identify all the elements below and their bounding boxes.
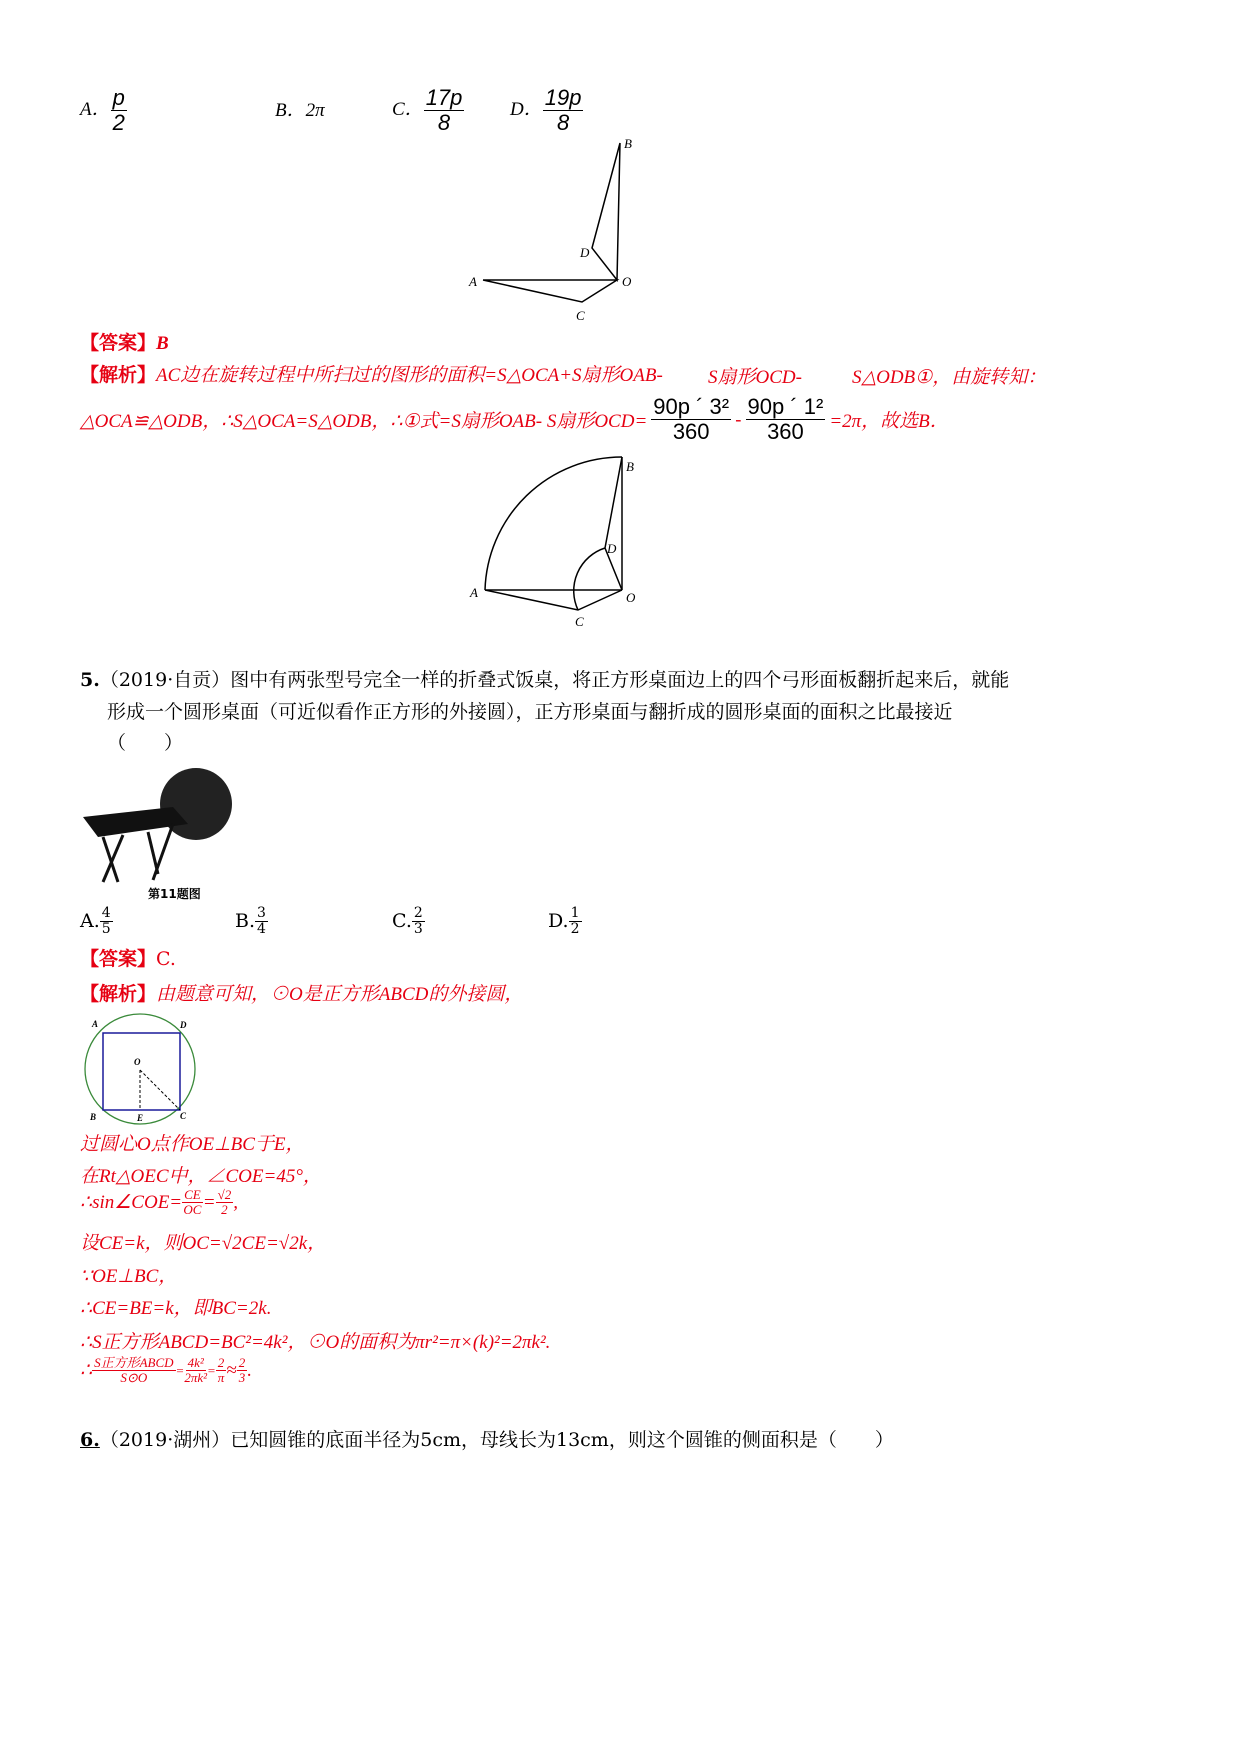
text: 90p ´ 1²	[747, 394, 824, 419]
label-b: B	[626, 459, 634, 474]
answer-line	[80, 328, 169, 355]
analysis-term: S扇形OCD-	[708, 367, 802, 388]
label-o: O	[622, 274, 632, 289]
text: 8	[437, 110, 451, 136]
text: ∴sin∠COE=	[80, 1192, 183, 1214]
step: 过圆心O点作OE⊥BC于E，	[80, 1134, 305, 1155]
text: 2	[413, 905, 423, 921]
text: △OCA≌△ODB，∴S△OCA=S△ODB，∴①式=S扇形OAB- S扇形OCD=	[80, 411, 648, 433]
step: ∴CE=BE=k，即BC=2k.	[80, 1298, 272, 1319]
label-d: D	[580, 245, 590, 260]
text: D	[180, 1020, 187, 1030]
text: 6.	[80, 1429, 100, 1451]
text: 1	[570, 905, 580, 921]
text: B	[90, 1112, 97, 1122]
step: ∵OE⊥BC，	[80, 1266, 178, 1287]
text: C.	[156, 948, 176, 970]
step: ∴S正方形ABCD=BC²=4k²，⊙O的面积为πr²=π×(k)²=2πk².	[80, 1332, 551, 1353]
folding-table-image	[78, 762, 238, 902]
text: 17p	[425, 85, 463, 110]
text: AC边在旋转过程中所扫过的图形的面积=S△OCA+S扇形OAB-	[156, 365, 663, 386]
text: 【答案】	[80, 332, 157, 354]
text: A.	[80, 909, 100, 932]
text: （2019·自贡）图中有两张型号完全一样的折叠式饭桌，将正方形桌面边上的四个弓形面板翻折起来后，就能	[99, 669, 1010, 691]
q5-option-d	[548, 906, 582, 938]
text: 4	[101, 905, 111, 921]
q5-analysis	[80, 979, 523, 1006]
text: C．	[392, 99, 424, 121]
step-sin	[80, 1188, 238, 1218]
text: D．	[510, 99, 543, 121]
q5-answer	[80, 944, 176, 971]
analysis-term-2: S△ODB①，由旋转知：	[852, 367, 1047, 388]
text: .	[247, 1359, 252, 1381]
option-a	[80, 86, 127, 135]
text: A．	[80, 99, 111, 121]
text: 90p ´ 3²	[653, 394, 730, 419]
text: 【答案】	[80, 948, 157, 970]
label-c: C	[575, 614, 584, 629]
text: 2	[238, 1355, 246, 1370]
text: S正方形ABCD	[94, 1355, 174, 1370]
text: =	[175, 1362, 185, 1378]
text: S⊙O	[120, 1370, 148, 1386]
text: 2	[221, 1202, 228, 1218]
q5-line-2: 形成一个圆形桌面（可近似看作正方形的外接圆），正方形桌面与翻折成的圆形桌面的面积之比最接近	[107, 701, 953, 723]
text: 【解析】	[80, 983, 157, 1005]
text: 3	[257, 905, 266, 921]
text: 【解析】	[80, 364, 157, 386]
step-ratio: ∴ $\frac{\text{S正方形ABCD}}{S⊙O}$ = $\frac{\text{4k²}}{\text{2πk²}}$ = $\frac{2}{\pi}$ ≈ $\frac{2}{3}$ .	[80, 1355, 252, 1386]
text: D.	[548, 909, 569, 932]
text: ,	[233, 1191, 238, 1213]
text: 5.	[80, 669, 100, 691]
step: 设CE=k，则OC=√2CE=√2k，	[80, 1233, 327, 1254]
text: ≈	[226, 1359, 237, 1381]
text: A	[92, 1019, 99, 1029]
circumscribed-square-figure	[82, 1012, 212, 1127]
text: 8	[556, 110, 570, 136]
text: B．	[275, 100, 306, 121]
text: B	[156, 333, 169, 354]
text: p	[112, 85, 125, 110]
text: 2	[112, 110, 125, 136]
swept-area-figure	[460, 445, 660, 635]
text: OC	[183, 1202, 202, 1218]
text: π	[217, 1370, 225, 1386]
figure-caption: 第11题图	[148, 887, 201, 901]
text: O	[134, 1057, 141, 1067]
label-b: B	[624, 136, 632, 151]
label-a: A	[470, 585, 478, 600]
q6-line	[80, 1425, 894, 1452]
text: =	[202, 1191, 216, 1213]
text: 2	[217, 1355, 225, 1370]
label-d: D	[607, 541, 617, 556]
text: 5	[101, 921, 111, 938]
text: （2019·湖州）已知圆锥的底面半径为5cm，母线长为13cm，则这个圆锥的侧面积是（ ）	[99, 1429, 894, 1451]
text: 3	[413, 921, 423, 938]
label-c: C	[576, 308, 585, 323]
text: 4	[257, 921, 266, 938]
text: B.	[235, 909, 256, 932]
text: =2π，故选B．	[829, 411, 949, 433]
q5-option-b	[235, 906, 268, 938]
text: ∴	[80, 1360, 93, 1382]
option-d	[510, 86, 583, 135]
text: -	[735, 408, 742, 431]
label-o: O	[626, 590, 636, 605]
option-b	[275, 95, 325, 122]
text: 2π	[305, 100, 325, 121]
text: 19p	[544, 85, 582, 110]
analysis-line-2	[80, 395, 949, 444]
text: 3	[238, 1370, 246, 1386]
text: √2	[217, 1187, 232, 1202]
q5-option-a	[80, 906, 113, 938]
text: 2	[570, 921, 580, 938]
text: C.	[392, 909, 412, 932]
analysis-line-1	[80, 360, 663, 387]
text: C	[180, 1111, 187, 1121]
text: 360	[672, 419, 710, 445]
q5-option-c	[392, 906, 425, 938]
option-c	[392, 86, 464, 135]
text: 360	[767, 419, 804, 445]
text: CE	[184, 1187, 201, 1202]
text: E	[137, 1113, 144, 1123]
step: 在Rt△OEC中，∠COE=45°，	[80, 1166, 322, 1187]
text: 4k²	[187, 1355, 204, 1370]
q5-line-1	[80, 665, 1009, 692]
rotation-figure	[460, 130, 660, 330]
label-a: A	[469, 274, 477, 289]
text: 由题意可知，⊙O是正方形ABCD的外接圆，	[156, 984, 524, 1005]
q5-line-3: （ ）	[107, 732, 184, 754]
text: 2πk²	[184, 1370, 208, 1386]
